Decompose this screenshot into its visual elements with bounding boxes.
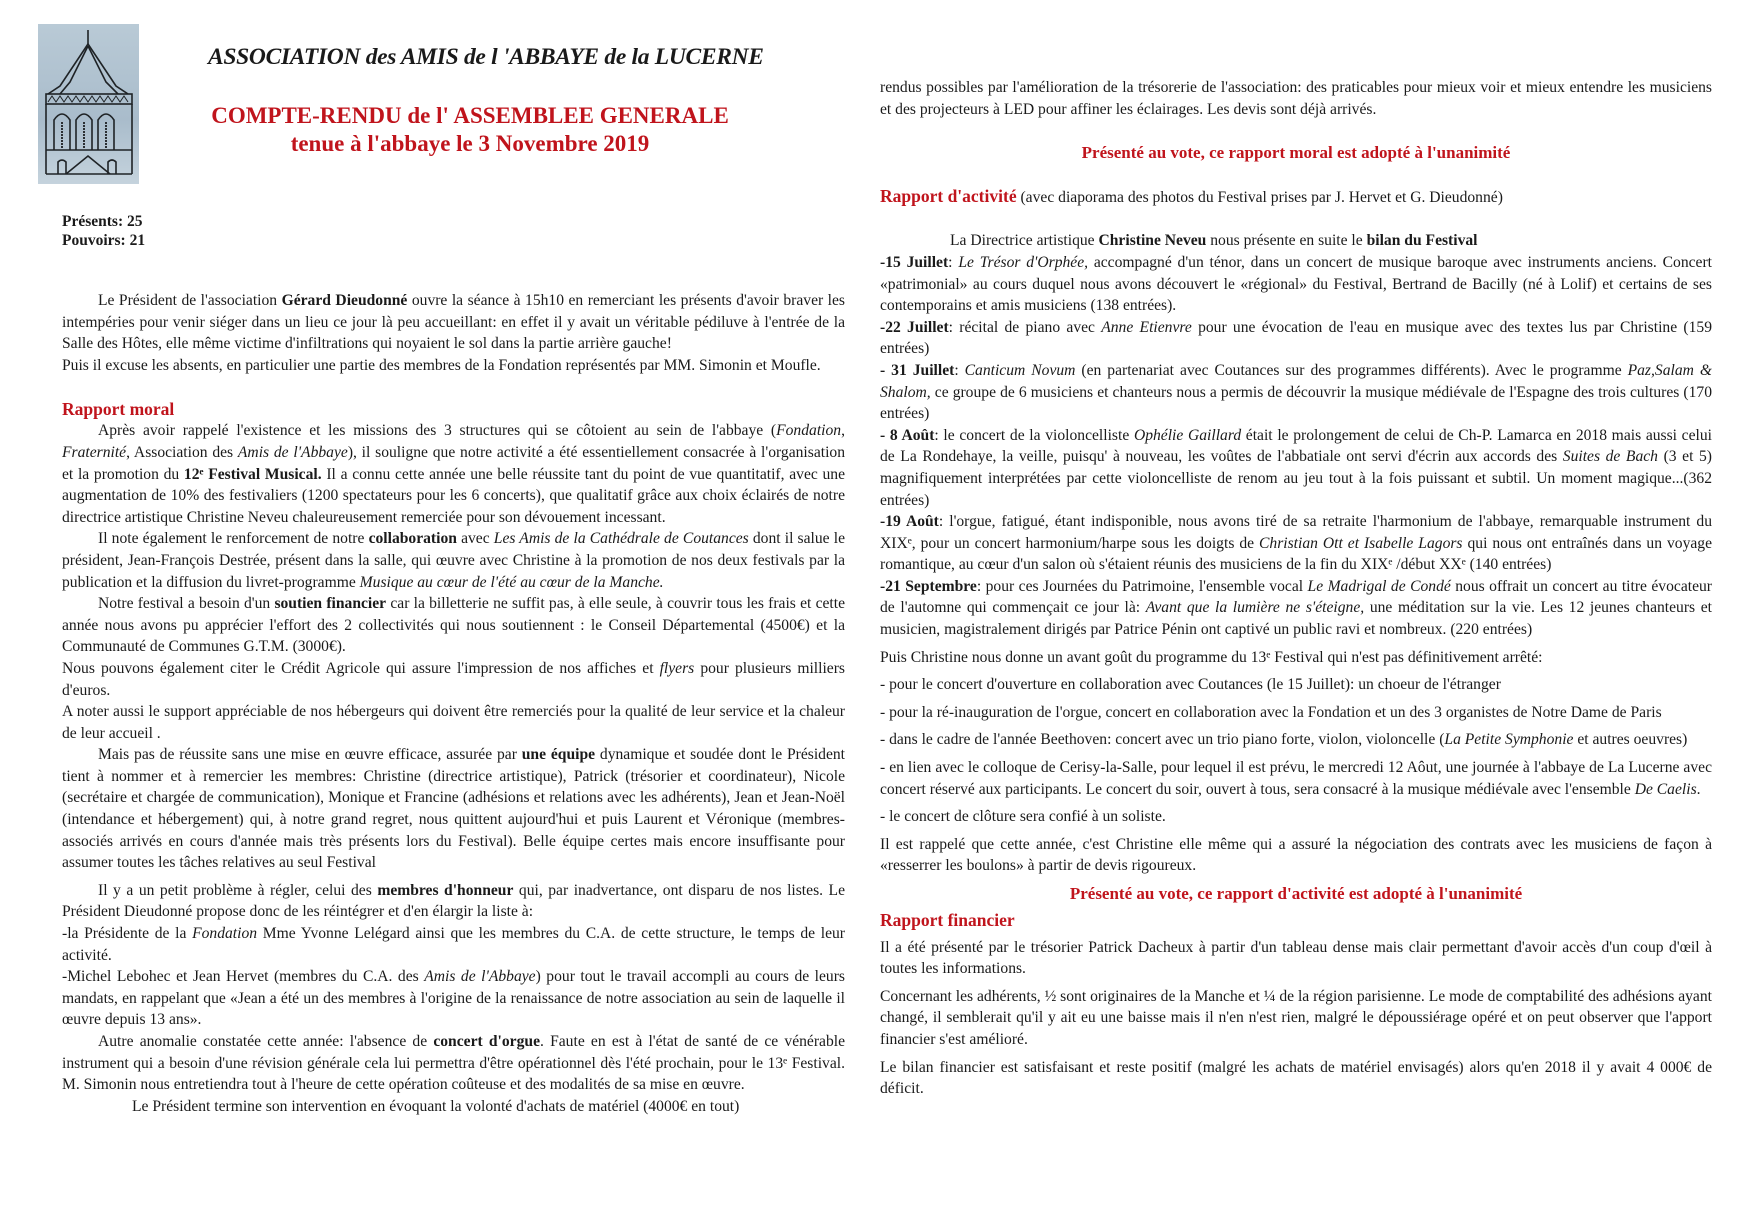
text: ), il souligne que notre activité a été essentiellement consacrée à l'organisation et la promotion du <box>62 443 845 483</box>
pouvoirs-count: Pouvoirs: 21 <box>62 232 146 249</box>
text: Fondation <box>192 925 258 943</box>
title: COMPTE-RENDU de l' ASSEMBLEE GENERALE <box>211 103 729 128</box>
abbey-tower-icon <box>38 24 139 184</box>
program-item <box>880 806 1712 828</box>
paragraph <box>62 658 845 701</box>
text: De Caelis <box>1634 780 1697 798</box>
text: Le Madrigal de Condé <box>1307 577 1451 595</box>
text: - le concert de clôture sera confié à un soliste. <box>880 808 1166 826</box>
text: ce groupe de 6 musiciens et chanteurs nous a permis de découvrir la musique médiévale de l'Espagne des trois cultures (170 entrées) <box>880 383 1712 423</box>
text: : récital de piano avec <box>948 318 1102 336</box>
text: 12ᵉ Festival Musical. <box>183 465 322 483</box>
excuses-paragraph: Puis il excuse les absents, en particulier une partie des membres de la Fondation représentés par MM. Simonin et Moufle. <box>62 356 821 374</box>
text: Le Président de l'association <box>98 292 282 309</box>
text: membres d'honneur <box>377 881 514 899</box>
event-item <box>880 252 1712 317</box>
text: Il y a un petit problème à régler, celui des <box>98 881 378 899</box>
text: dynamique et soudée dont le Président tient à nommer et à remercier les membres: Christine (directrice artistique), Patrick (trésorier et coordinateur), Nicole (secrétaire et chargée de communication), Monique et Francine (adhésions et relations avec les adhérents), Jean et Jean-Noël (intendance et hébergement) qui, à notre grand regret, nous quittent aujourd'hui et puis Laurent et Véronique (membres-associés arrivés en cours d'année mais très présents lors du Festival). Belle équipe certes mais encore insuffisante pour assumer toutes les tâches relatives au seul Festival <box>62 746 846 872</box>
event-item <box>880 360 1712 425</box>
text: soutien financier <box>274 595 387 613</box>
text: Autre anomalie constatée cette année: l'absence de <box>98 1033 434 1050</box>
text: Christian Ott et Isabelle Lagors <box>1259 534 1463 552</box>
text: . <box>1696 780 1701 798</box>
text: car la billetterie ne suffit pas, à elle seule, à couvrir tous les frais et cette année nous avons pu apprécier l'effort des 2 collectivités qui nous soutiennent : le Conseil Départemental (4500€) et la Communauté de Communes G.T.M. (3000€). <box>62 595 846 656</box>
text: Paz,Salam & Shalom, <box>880 361 1712 401</box>
text: Canticum Novum <box>964 361 1076 379</box>
text: ) pour tout le travail accompli au cours de leurs mandats, en rappelant que «Jean a été un des membres à l'origine de la renaissance de notre association au sein de laquelle il œuvre depuis 13 ans». <box>62 968 845 1029</box>
text: Amis de l'Abbaye <box>237 443 348 461</box>
text: Anne Etienvre <box>1101 318 1192 336</box>
text: dont il salue le président, Jean-François Destrée, présent dans la salle, qui œuvre avec Christine à la promotion de nos deux festivals par la publication et la diffusion du livret-programme <box>62 530 845 591</box>
text: flyers <box>659 659 695 677</box>
text: - pour la ré-inauguration de l'orgue, concert en collaboration avec la Fondation et un des 3 organistes de Notre Dame de Paris <box>880 703 1662 721</box>
text: : <box>948 253 959 271</box>
event-item <box>880 576 1712 641</box>
text: une méditation sur la vie. Les 12 jeunes chanteurs et musicien, magistralement dirigés par Patrice Pénin ont captivé un public ravi et nombreux. (220 entrées) <box>880 599 1713 639</box>
event-date: -19 Août <box>880 513 939 531</box>
text: Le Trésor d'Orphée, <box>958 253 1089 271</box>
text: qui nous ont entraînés dans un voyage romantique, au cœur d'un salon où s'étaient réunis des musiciens de la fin du XIXᵉ /début XXᵉ (140 entrées) <box>880 534 1713 574</box>
text: : l'orgue, fatigué, étant indisponible, nous avons tiré de sa retraite l'harmonium de l'abbaye, remarquable instrument du XIXᵉ, pour un concert harmonium/harpe sous les doigts de <box>880 513 1712 552</box>
president-name: Gérard Dieudonné <box>281 292 408 309</box>
event-date: -21 Septembre <box>880 577 977 595</box>
text: - en lien avec le colloque de Cerisy-la-Salle, pour lequel il est prévu, le mercredi 12 Aôut, une journée à l'abbaye de La Lucerne avec concert réservé aux participants. Le concert du soir, ouvert à tous, sera consacré à la musique médiévale avec l'ensemble <box>880 759 1712 798</box>
text: Nous pouvons également citer le Crédit Agricole qui assure l'impression de nos affiches et <box>62 659 660 677</box>
text: pour une évocation de l'eau en musique avec des textes lus par Christine (159 entrées) <box>880 318 1712 358</box>
program-item <box>880 702 1712 724</box>
text: ouvre la séance à 15h10 en remerciant les présents d'avoir braver les intempéries pour venir siéger dans un lieu ce jour là peu accueillant: en effet il y avait un véritable pédiluve à l'entrée de la Salle des Hôtes, elle même victime d'infiltrations qui noyaient le sol dans la partie arrière gauche! <box>62 292 845 353</box>
paragraph <box>62 528 845 593</box>
paragraph: A noter aussi le support appréciable de nos hébergeurs qui doivent être remerciés pour la qualité de leur service et la chaleur de leur accueil . <box>62 703 845 742</box>
text: Il note également le renforcement de notre <box>98 530 369 548</box>
text: (avec diaporama des photos du Festival prises par J. Hervet et G. Dieudonné) <box>1016 188 1503 206</box>
text: Mme Yvonne Lelégard ainsi que les membres du C.A. de cette structure, le temps de leur activité. <box>62 925 845 964</box>
text: nous présente en suite le <box>1206 232 1367 250</box>
activity-heading-line <box>880 186 1712 209</box>
event-date: -22 Juillet <box>880 318 949 336</box>
text: -Michel Lebohec et Jean Hervet (membres du C.A. des <box>62 968 425 986</box>
presents-count: Présents: 25 <box>62 213 143 230</box>
text: une équipe <box>521 746 596 764</box>
text: - pour le concert d'ouverture en collaboration avec Coutances (le 15 Juillet): un choeur de l'étranger <box>880 676 1501 694</box>
vote-result-moral: Présenté au vote, ce rapport moral est adopté à l'unanimité <box>1081 143 1511 163</box>
intro-paragraph <box>62 290 845 355</box>
event-date: -15 Juillet <box>880 253 949 271</box>
text: : pour ces Journées du Patrimoine, l'ensemble vocal <box>976 577 1308 595</box>
text: nous offrait un concert au titre évocateur de l'automne qui commençait ce jour là: <box>880 577 1712 617</box>
text: Fondation <box>776 422 842 440</box>
text: - dans le cadre de l'année Beethoven: concert avec un trio piano forte, violon, violoncelle ( <box>880 731 1445 749</box>
text: avec <box>456 530 494 548</box>
text: et autres oeuvres) <box>1573 731 1688 749</box>
text: Les Amis de la Cathédrale de Coutances <box>493 530 749 548</box>
text: pour plusieurs milliers d'euros. <box>62 659 845 699</box>
right-column <box>880 77 1712 1100</box>
program-item <box>880 729 1712 751</box>
attendance <box>62 212 145 250</box>
text: Musique au cœur de l'été au cœur de la Manche. <box>359 573 664 591</box>
program-item <box>880 674 1712 696</box>
text: (en partenariat avec Coutances sur des programmes différents). Avec le programme <box>1075 361 1628 379</box>
paragraph <box>62 1031 845 1096</box>
text: : le concert de la violoncelliste <box>934 426 1134 444</box>
left-column <box>62 290 845 1117</box>
event-item <box>880 425 1712 511</box>
event-item <box>880 511 1712 576</box>
document-title <box>170 102 770 158</box>
text: Mais pas de réussite sans une mise en œuvre efficace, assurée par <box>98 746 522 764</box>
paragraph: Il a été présenté par le trésorier Patrick Dacheux à partir d'un tableau dense mais clair permettant d'avoir accès d'un coup d'œil à toutes les informations. <box>880 938 1712 978</box>
paragraph <box>62 923 845 966</box>
text: Amis de l'Abbaye <box>424 968 536 986</box>
section-heading-rapport-moral: Rapport moral <box>62 399 175 420</box>
section-heading-rapport-activite: Rapport d'activité <box>880 185 1017 206</box>
abbey-tower-logo <box>38 24 139 184</box>
paragraph <box>62 593 845 658</box>
vote-result-activity: Présenté au vote, ce rapport d'activité est adopté à l'unanimité <box>1069 884 1523 903</box>
paragraph: rendus possibles par l'amélioration de la trésorerie de l'association: des praticables pour mieux voir et mieux entendre les musiciens et des projecteurs à LED pour affiner les éclairages. Les devis sont déjà arrivés. <box>880 79 1712 118</box>
text: : <box>954 361 965 379</box>
association-name: ASSOCIATION des AMIS de l 'ABBAYE de la LUCERNE <box>208 44 764 70</box>
text: -la Présidente de la <box>62 925 193 943</box>
text: Fraternité <box>62 443 127 461</box>
text: Notre festival a besoin d'un <box>98 595 275 613</box>
paragraph <box>62 966 845 1031</box>
event-date: - 8 Août <box>880 426 935 444</box>
paragraph: Le bilan financier est satisfaisant et reste positif (malgré les achats de matériel envisagés) alors qu'en 2018 il y avait 4 000€ de déficit. <box>880 1058 1712 1098</box>
text: Christine Neveu <box>1098 232 1207 250</box>
paragraph <box>880 230 1712 252</box>
text: La Petite Symphonie <box>1444 731 1574 749</box>
section-heading-rapport-financier: Rapport financier <box>880 909 1015 930</box>
text: était le prolongement de celui de Ch-P. Lamarca en 2018 mais aussi celui de La Rondehaye, la veille, puisqu' à nouveau, les voûtes de l'abbatiale ont servi d'écrin aux accords des <box>880 426 1712 466</box>
event-item <box>880 317 1712 360</box>
text: Ophélie Gaillard <box>1133 426 1242 444</box>
paragraph: Concernant les adhérents, ½ sont originaires de la Manche et ¼ de la région parisienne. Le mode de comptabilité des adhésions ayant changé, il semblerait qu'il y ait eu une baisse mais il n'en n'est rien, malgré le dépoussiérage opéré et on peut observer que l'apport financier s'est amélioré. <box>880 987 1712 1048</box>
program-preview: Puis Christine nous donne un avant goût du programme du 13ᵉ Festival qui n'est pas définitivement arrêté: <box>880 648 1543 666</box>
text: Après avoir rappelé l'existence et les missions des 3 structures qui se côtoient au sein de l'abbaye ( <box>98 422 777 440</box>
text: bilan du Festival <box>1366 232 1478 250</box>
text: concert d'orgue <box>433 1033 540 1050</box>
event-date: - 31 Juillet <box>880 361 955 379</box>
text: . Faute en est à l'état de santé de ce vénérable instrument qui a besoin d'une révision générale cela lui permettra d'être opérationnel dès l'été prochain, pour le 13ᵉ Festival. M. Simonin nous entretiendra tout à l'heure de cette opération coûteuse et des modalités de sa mise en œuvre. <box>62 1033 845 1094</box>
text: qui, par inadvertance, ont disparu de nos listes. Le Président Dieudonné propose donc de les réintégrer et d'en élargir la liste à: <box>62 881 845 921</box>
text: collaboration <box>368 530 457 548</box>
paragraph <box>62 880 845 923</box>
paragraph <box>62 744 845 874</box>
event-list <box>880 252 1712 641</box>
text: La Directrice artistique <box>950 232 1099 250</box>
text: Avant que la lumière ne s'éteigne, <box>1145 599 1365 617</box>
text: Il a connu cette année une belle réussite tant du point de vue quantitatif, avec une augmentation de 10% des festivaliers (1200 spectateurs pour les 6 concerts), que qualitatif grâce aux choix éclairés de notre directrice artistique Christine Neveu chaleureusement remerciée pour son dévouement incessant. <box>62 465 846 526</box>
text: , <box>841 422 845 440</box>
program-item <box>880 757 1712 800</box>
text: , Association des <box>126 443 238 461</box>
paragraph: Il est rappelé que cette année, c'est Christine elle même qui a assuré la négociation des contrats avec les musiciens de façon à «resserrer les boulons» à partir de devis rigoureux. <box>880 835 1712 875</box>
program-list <box>880 674 1712 828</box>
text: (3 et 5) magnifiquement interprétées par cette violoncelliste de renom au jeu tout à la fois puissant et subtil. Un moment magique...(362 entrées) <box>880 448 1712 509</box>
text: Suites de Bach <box>1562 448 1658 466</box>
paragraph: Le Président termine son intervention en évoquant la volonté d'achats de matériel (4000€ en tout) <box>132 1097 740 1115</box>
text: accompagné d'un ténor, dans un concert de musique baroque avec instruments anciens. Concert «patrimonial» au cours duquel nous avons découvert le «régional» du Festival, Bertrand de Bacilly (né à Lolif) et certains de ses contemporains et amis musiciens (138 entrées). <box>880 253 1712 315</box>
subtitle: tenue à l'abbaye le 3 Novembre 2019 <box>290 131 650 156</box>
paragraph <box>62 420 845 528</box>
